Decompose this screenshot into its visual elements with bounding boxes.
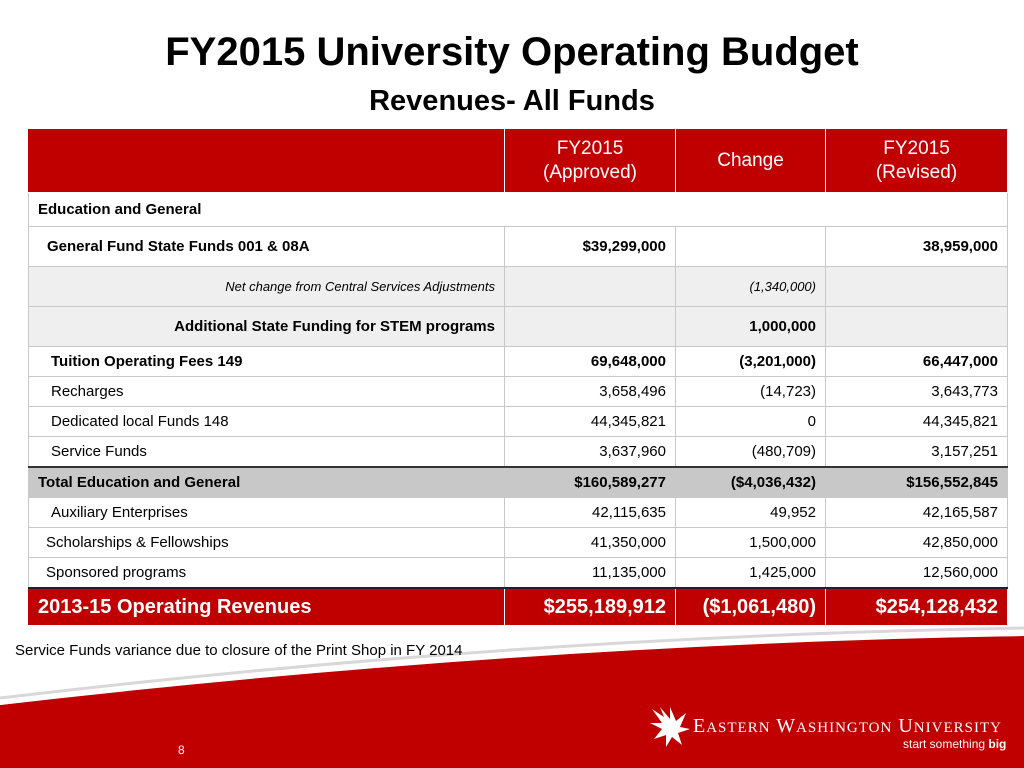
change-cell: 1,000,000 xyxy=(676,307,826,347)
revised-cell xyxy=(826,307,1008,347)
approved-cell: 3,658,496 xyxy=(505,377,676,407)
approved-cell: 69,648,000 xyxy=(505,347,676,377)
row-label: Service Funds xyxy=(29,437,505,468)
header-approved: FY2015 (Approved) xyxy=(505,129,676,193)
change-cell: (480,709) xyxy=(676,437,826,468)
table-row xyxy=(29,307,1008,347)
change-cell xyxy=(676,227,826,267)
row-label: Sponsored programs xyxy=(29,558,505,589)
change-cell: 49,952 xyxy=(676,498,826,528)
change-cell: ($4,036,432) xyxy=(676,467,826,498)
revised-cell xyxy=(826,267,1008,307)
row-label: Dedicated local Funds 148 xyxy=(29,407,505,437)
page-subtitle: Revenues- All Funds xyxy=(369,85,655,117)
section-label: Education and General xyxy=(29,193,1008,227)
revised-cell: $156,552,845 xyxy=(826,467,1008,498)
revised-cell: 44,345,821 xyxy=(826,407,1008,437)
table-row xyxy=(29,558,1008,589)
budget-table xyxy=(28,128,1008,626)
logo-tagline: start something big xyxy=(903,737,1007,751)
university-logo xyxy=(648,703,1008,753)
approved-cell: $255,189,912 xyxy=(505,588,676,626)
row-label: Total Education and General xyxy=(29,467,505,498)
logo-wordmark: EASTERN WASHINGTON UNIVERSITY xyxy=(693,715,1002,737)
change-cell: (3,201,000) xyxy=(676,347,826,377)
header-change: Change xyxy=(676,129,826,193)
row-label: Recharges xyxy=(29,377,505,407)
revised-cell: 38,959,000 xyxy=(826,227,1008,267)
change-cell: 1,500,000 xyxy=(676,528,826,558)
approved-cell: 3,637,960 xyxy=(505,437,676,468)
approved-cell: 41,350,000 xyxy=(505,528,676,558)
row-label: Auxiliary Enterprises xyxy=(29,498,505,528)
table-row xyxy=(29,528,1008,558)
revised-cell: 42,165,587 xyxy=(826,498,1008,528)
page-title: FY2015 University Operating Budget xyxy=(165,30,859,74)
page-number: 8 xyxy=(178,743,185,757)
change-cell: 0 xyxy=(676,407,826,437)
table-row xyxy=(29,407,1008,437)
table-row xyxy=(29,347,1008,377)
revised-cell: 3,643,773 xyxy=(826,377,1008,407)
header-revised: FY2015 (Revised) xyxy=(826,129,1008,193)
row-label: Net change from Central Services Adjustments xyxy=(29,267,505,307)
approved-cell: $160,589,277 xyxy=(505,467,676,498)
footnote: Service Funds variance due to closure of the Print Shop in FY 2014 xyxy=(15,642,463,659)
change-cell: 1,425,000 xyxy=(676,558,826,589)
section-row xyxy=(29,193,1008,227)
eagle-icon xyxy=(648,703,692,751)
table-row xyxy=(29,377,1008,407)
change-cell: (1,340,000) xyxy=(676,267,826,307)
revised-cell: 66,447,000 xyxy=(826,347,1008,377)
revised-cell: 3,157,251 xyxy=(826,437,1008,468)
row-label: Tuition Operating Fees 149 xyxy=(29,347,505,377)
table-header-row xyxy=(29,129,1008,193)
table-row xyxy=(29,437,1008,468)
revised-cell: $254,128,432 xyxy=(826,588,1008,626)
change-cell: (14,723) xyxy=(676,377,826,407)
row-label: Additional State Funding for STEM programs xyxy=(29,307,505,347)
row-label: General Fund State Funds 001 & 08A xyxy=(29,227,505,267)
table-row xyxy=(29,498,1008,528)
row-label: Scholarships & Fellowships xyxy=(29,528,505,558)
approved-cell xyxy=(505,267,676,307)
table-row xyxy=(29,267,1008,307)
row-label: 2013-15 Operating Revenues xyxy=(29,588,505,626)
table-row xyxy=(29,227,1008,267)
revised-cell: 42,850,000 xyxy=(826,528,1008,558)
header-blank xyxy=(29,129,505,193)
approved-cell xyxy=(505,307,676,347)
approved-cell: $39,299,000 xyxy=(505,227,676,267)
approved-cell: 44,345,821 xyxy=(505,407,676,437)
total-row xyxy=(29,467,1008,498)
approved-cell: 11,135,000 xyxy=(505,558,676,589)
approved-cell: 42,115,635 xyxy=(505,498,676,528)
revised-cell: 12,560,000 xyxy=(826,558,1008,589)
change-cell: ($1,061,480) xyxy=(676,588,826,626)
